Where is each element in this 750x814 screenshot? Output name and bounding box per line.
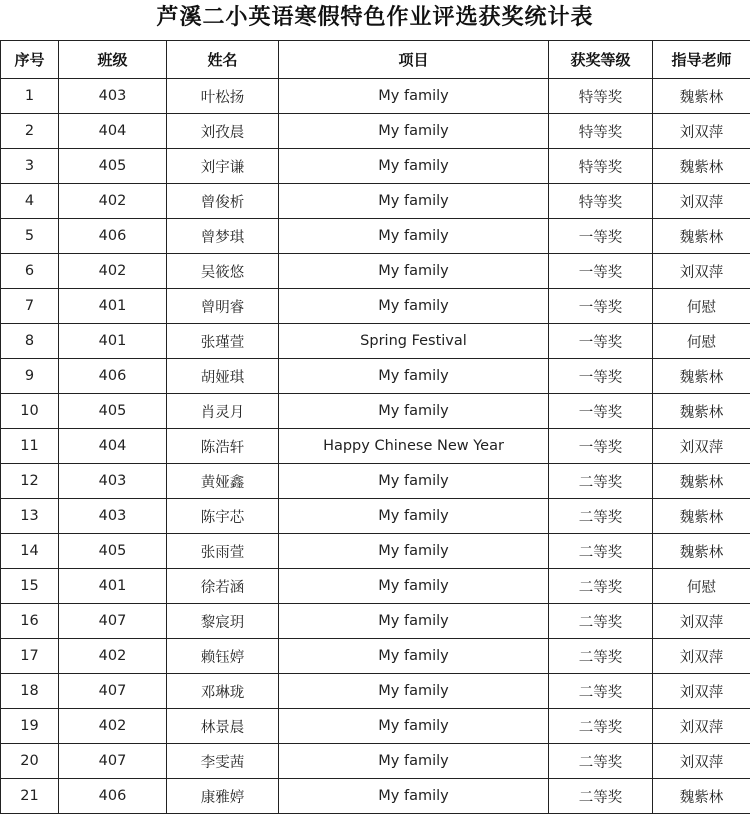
cell-class: 402 — [59, 709, 167, 744]
cell-teacher: 魏紫林 — [653, 219, 750, 254]
table-row — [1, 79, 750, 114]
cell-name: 刘宇谦 — [167, 149, 279, 184]
cell-teacher: 魏紫林 — [653, 779, 750, 814]
awards-table — [0, 40, 750, 814]
cell-class: 401 — [59, 324, 167, 359]
cell-level: 一等奖 — [549, 394, 653, 429]
cell-name: 曾明睿 — [167, 289, 279, 324]
cell-no: 1 — [1, 79, 59, 114]
cell-teacher: 刘双萍 — [653, 429, 750, 464]
cell-teacher: 刘双萍 — [653, 639, 750, 674]
cell-level: 二等奖 — [549, 744, 653, 779]
cell-teacher: 刘双萍 — [653, 184, 750, 219]
cell-no: 15 — [1, 569, 59, 604]
cell-class: 402 — [59, 184, 167, 219]
cell-teacher: 魏紫林 — [653, 394, 750, 429]
cell-class: 401 — [59, 289, 167, 324]
cell-level: 二等奖 — [549, 779, 653, 814]
table-row — [1, 569, 750, 604]
cell-level: 二等奖 — [549, 534, 653, 569]
cell-project: My family — [279, 219, 549, 254]
cell-no: 9 — [1, 359, 59, 394]
cell-no: 8 — [1, 324, 59, 359]
cell-project: My family — [279, 184, 549, 219]
table-row — [1, 394, 750, 429]
cell-class: 404 — [59, 114, 167, 149]
cell-name: 肖灵月 — [167, 394, 279, 429]
cell-project: My family — [279, 744, 549, 779]
table-row — [1, 114, 750, 149]
cell-teacher: 刘双萍 — [653, 709, 750, 744]
cell-class: 407 — [59, 744, 167, 779]
cell-teacher: 魏紫林 — [653, 534, 750, 569]
cell-project: My family — [279, 114, 549, 149]
cell-project: My family — [279, 359, 549, 394]
table-row — [1, 604, 750, 639]
cell-project: My family — [279, 499, 549, 534]
table-row — [1, 289, 750, 324]
cell-name: 徐若涵 — [167, 569, 279, 604]
cell-class: 401 — [59, 569, 167, 604]
cell-teacher: 魏紫林 — [653, 359, 750, 394]
table-row — [1, 429, 750, 464]
cell-class: 405 — [59, 534, 167, 569]
cell-no: 21 — [1, 779, 59, 814]
cell-level: 一等奖 — [549, 429, 653, 464]
table-row — [1, 779, 750, 814]
cell-no: 12 — [1, 464, 59, 499]
cell-project: Spring Festival — [279, 324, 549, 359]
cell-no: 11 — [1, 429, 59, 464]
cell-project: My family — [279, 639, 549, 674]
cell-class: 406 — [59, 359, 167, 394]
cell-level: 二等奖 — [549, 499, 653, 534]
cell-level: 二等奖 — [549, 464, 653, 499]
cell-project: My family — [279, 709, 549, 744]
table-body — [1, 79, 750, 814]
cell-level: 特等奖 — [549, 149, 653, 184]
cell-class: 404 — [59, 429, 167, 464]
cell-no: 4 — [1, 184, 59, 219]
cell-no: 19 — [1, 709, 59, 744]
cell-project: Happy Chinese New Year — [279, 429, 549, 464]
table-row — [1, 499, 750, 534]
cell-level: 二等奖 — [549, 674, 653, 709]
cell-project: My family — [279, 604, 549, 639]
cell-teacher: 刘双萍 — [653, 114, 750, 149]
cell-class: 403 — [59, 499, 167, 534]
cell-no: 3 — [1, 149, 59, 184]
cell-teacher: 魏紫林 — [653, 79, 750, 114]
cell-class: 403 — [59, 464, 167, 499]
cell-project: My family — [279, 464, 549, 499]
header-row — [1, 41, 750, 79]
header-no: 序号 — [1, 41, 59, 79]
header-project: 项目 — [279, 41, 549, 79]
table-row — [1, 149, 750, 184]
cell-class: 407 — [59, 604, 167, 639]
cell-level: 一等奖 — [549, 254, 653, 289]
cell-no: 16 — [1, 604, 59, 639]
table-row — [1, 464, 750, 499]
cell-teacher: 刘双萍 — [653, 744, 750, 779]
header-teacher: 指导老师 — [653, 41, 750, 79]
cell-level: 一等奖 — [549, 359, 653, 394]
table-row — [1, 254, 750, 289]
cell-name: 刘孜晨 — [167, 114, 279, 149]
cell-name: 李雯茜 — [167, 744, 279, 779]
cell-name: 曾俊析 — [167, 184, 279, 219]
header-level: 获奖等级 — [549, 41, 653, 79]
cell-project: My family — [279, 149, 549, 184]
cell-name: 陈宇芯 — [167, 499, 279, 534]
cell-class: 406 — [59, 219, 167, 254]
cell-level: 特等奖 — [549, 79, 653, 114]
cell-teacher: 何慰 — [653, 289, 750, 324]
table-title: 芦溪二小英语寒假特色作业评选获奖统计表 — [0, 0, 750, 40]
cell-no: 18 — [1, 674, 59, 709]
cell-project: My family — [279, 779, 549, 814]
header-class: 班级 — [59, 41, 167, 79]
cell-name: 康雅婷 — [167, 779, 279, 814]
cell-class: 405 — [59, 149, 167, 184]
cell-name: 吴筱悠 — [167, 254, 279, 289]
cell-project: My family — [279, 394, 549, 429]
cell-level: 一等奖 — [549, 219, 653, 254]
cell-teacher: 刘双萍 — [653, 604, 750, 639]
cell-level: 二等奖 — [549, 639, 653, 674]
cell-level: 二等奖 — [549, 604, 653, 639]
cell-name: 叶松扬 — [167, 79, 279, 114]
cell-level: 一等奖 — [549, 324, 653, 359]
cell-name: 张瑾萱 — [167, 324, 279, 359]
cell-no: 6 — [1, 254, 59, 289]
header-name: 姓名 — [167, 41, 279, 79]
cell-name: 林景晨 — [167, 709, 279, 744]
cell-class: 402 — [59, 254, 167, 289]
cell-project: My family — [279, 289, 549, 324]
cell-level: 二等奖 — [549, 569, 653, 604]
cell-class: 405 — [59, 394, 167, 429]
cell-no: 14 — [1, 534, 59, 569]
cell-name: 张雨萱 — [167, 534, 279, 569]
cell-no: 7 — [1, 289, 59, 324]
cell-project: My family — [279, 569, 549, 604]
cell-level: 二等奖 — [549, 709, 653, 744]
cell-name: 胡娅琪 — [167, 359, 279, 394]
cell-teacher: 何慰 — [653, 569, 750, 604]
table-row — [1, 674, 750, 709]
cell-name: 邓琳珑 — [167, 674, 279, 709]
table-row — [1, 709, 750, 744]
table-row — [1, 639, 750, 674]
cell-no: 10 — [1, 394, 59, 429]
cell-project: My family — [279, 534, 549, 569]
cell-level: 特等奖 — [549, 184, 653, 219]
table-row — [1, 359, 750, 394]
cell-level: 一等奖 — [549, 289, 653, 324]
cell-no: 20 — [1, 744, 59, 779]
cell-name: 陈浩轩 — [167, 429, 279, 464]
cell-teacher: 刘双萍 — [653, 674, 750, 709]
cell-class: 406 — [59, 779, 167, 814]
cell-teacher: 魏紫林 — [653, 464, 750, 499]
cell-teacher: 魏紫林 — [653, 499, 750, 534]
cell-no: 2 — [1, 114, 59, 149]
table-row — [1, 184, 750, 219]
table-row — [1, 219, 750, 254]
cell-class: 407 — [59, 674, 167, 709]
cell-teacher: 魏紫林 — [653, 149, 750, 184]
cell-project: My family — [279, 674, 549, 709]
cell-project: My family — [279, 79, 549, 114]
cell-name: 曾梦琪 — [167, 219, 279, 254]
cell-name: 黄娅鑫 — [167, 464, 279, 499]
table-row — [1, 534, 750, 569]
cell-class: 403 — [59, 79, 167, 114]
cell-teacher: 刘双萍 — [653, 254, 750, 289]
table-row — [1, 324, 750, 359]
cell-name: 赖钰婷 — [167, 639, 279, 674]
cell-no: 17 — [1, 639, 59, 674]
cell-class: 402 — [59, 639, 167, 674]
cell-project: My family — [279, 254, 549, 289]
cell-level: 特等奖 — [549, 114, 653, 149]
table-row — [1, 744, 750, 779]
cell-no: 5 — [1, 219, 59, 254]
cell-teacher: 何慰 — [653, 324, 750, 359]
cell-name: 黎宸玥 — [167, 604, 279, 639]
cell-no: 13 — [1, 499, 59, 534]
table-header — [1, 41, 750, 79]
